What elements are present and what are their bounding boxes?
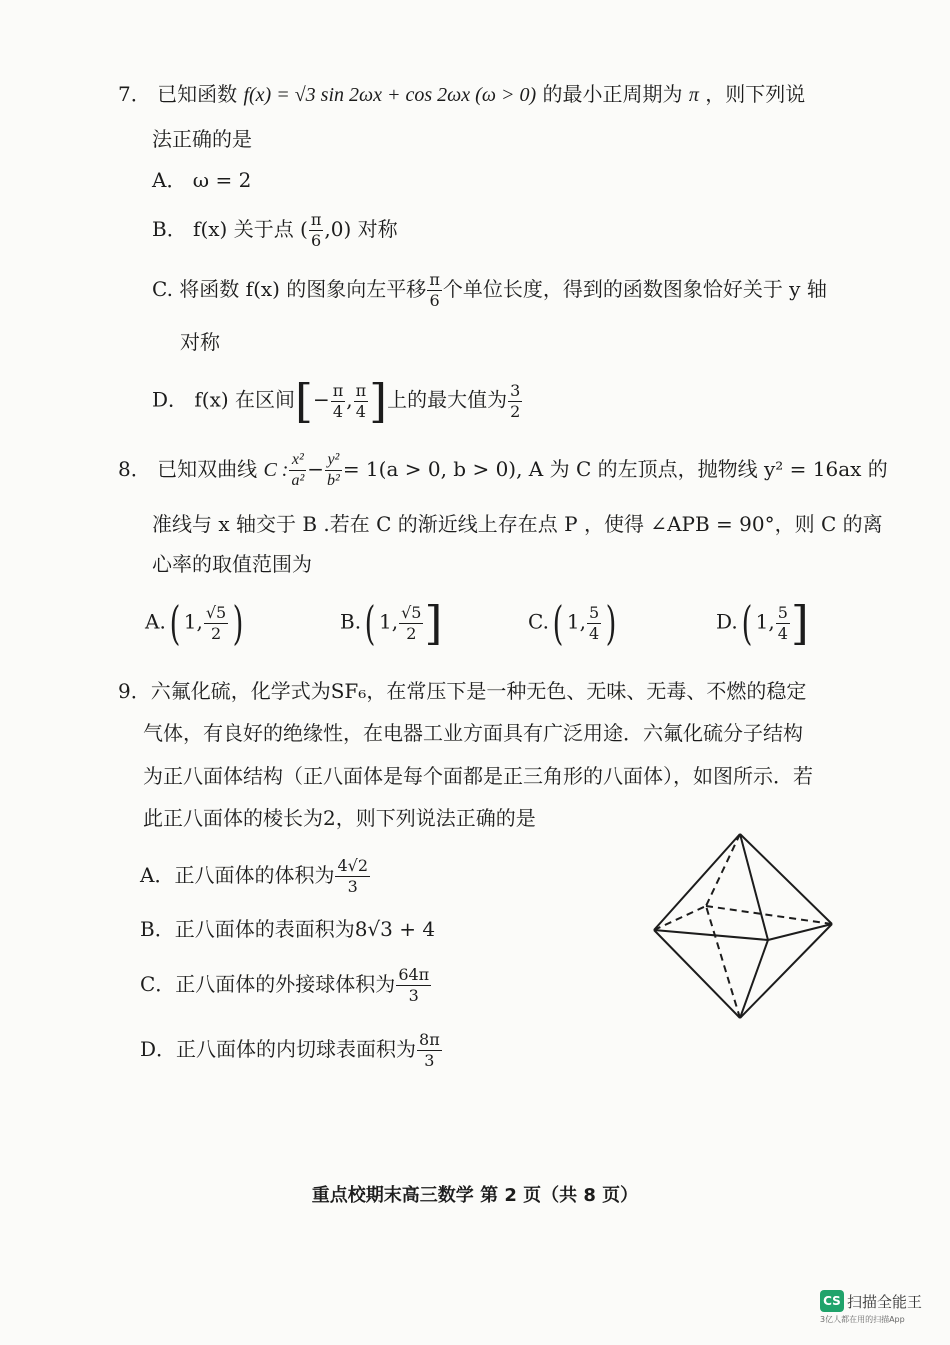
q9-line4: 此正八面体的棱长为2，则下列说法正确的是 <box>143 806 536 830</box>
q8-x-den: a² <box>291 472 305 489</box>
q8-y-num: y² <box>325 452 342 471</box>
q7-line1 <box>118 80 805 109</box>
edge-top-left <box>654 834 740 930</box>
q8-c-opt-label: C. <box>528 609 549 634</box>
paren-right: ) <box>605 596 617 650</box>
q7-c-fraction <box>427 272 442 309</box>
q8-a-num: √5 <box>205 602 227 622</box>
q7-d-lden: 4 <box>332 401 344 421</box>
q8-a-left: 1, <box>183 609 203 634</box>
q8-b-label: B. <box>340 609 362 634</box>
q8-line3: 心率的取值范围为 <box>152 552 312 576</box>
q8-number: 8． <box>118 457 151 481</box>
q8-d-den: 4 <box>777 623 788 643</box>
q7-b-den: 6 <box>311 231 322 250</box>
q9-a-den: 3 <box>347 877 358 896</box>
q7-d-right-fraction <box>354 380 369 421</box>
paren-right: ) <box>232 596 244 650</box>
q8-x-fraction <box>289 452 306 489</box>
q8-option-c <box>528 596 620 650</box>
octahedron-figure <box>640 826 850 1026</box>
q7-number: 7． <box>118 82 151 106</box>
edge-back-right-hidden <box>706 906 832 924</box>
q9-d-text: D．正八面体的内切球表面积为 <box>140 1037 417 1061</box>
q8-option-a <box>145 596 247 650</box>
paren-left: ( <box>552 596 564 650</box>
edge-bottom-left <box>654 930 740 1018</box>
q8-option-b <box>340 596 443 650</box>
q8-c-label: C : <box>263 459 289 481</box>
q7-period: π <box>688 84 699 106</box>
bracket-right: ] <box>369 374 388 428</box>
q8-a-fraction <box>204 602 228 643</box>
q9-option-d <box>140 1032 443 1069</box>
q8-c-den: 4 <box>589 623 600 643</box>
edge-bottom-front <box>740 940 768 1018</box>
q8-b-fraction <box>399 602 423 643</box>
q8-condition: = 1(a > 0, b > 0), A 为 C 的左顶点，抛物线 y² = 16ax 的 <box>342 457 888 481</box>
q7-d-minus: − <box>313 387 330 412</box>
q7-b-post: ,0) 对称 <box>324 217 398 241</box>
q7-function: f(x) = √3 sin 2ωx + cos 2ωx (ω > 0) <box>243 84 537 106</box>
q8-b-den: 2 <box>406 623 417 643</box>
q9-line2: 气体，有良好的绝缘性，在电器工业方面具有广泛用途．六氟化硫分子结构 <box>143 721 803 745</box>
q7-option-a: A． ω = 2 <box>152 168 252 192</box>
q8-y-fraction <box>325 452 342 489</box>
edge-top-right <box>740 834 832 924</box>
bracket-right: ] <box>790 596 809 650</box>
paren-left: ( <box>364 596 376 650</box>
q8-d-fraction <box>776 602 790 643</box>
q8-d-label: D. <box>716 609 738 634</box>
q9-d-num: 8π <box>419 1030 440 1049</box>
q7-stem-b: 的最小正周期为 <box>542 82 683 106</box>
q8-b-left: 1, <box>379 609 399 634</box>
q7-c-text: C. 将函数 f(x) 的图象向左平移 <box>152 277 427 301</box>
q8-stem-a: 已知双曲线 <box>157 457 258 481</box>
q7-b-text: B． f(x) 关于点 ( <box>152 217 308 241</box>
q7-option-c-cont: 对称 <box>180 330 220 354</box>
q8-option-d <box>716 596 809 650</box>
q7-d-vnum: 3 <box>510 380 521 400</box>
q7-c-den: 6 <box>429 291 440 310</box>
edge-left-back-hidden <box>654 906 706 930</box>
q8-line1: 8． 已知双曲线 C : $\frac{\text{x²}}{\text{a²}}$ − $\frac{\text{y²}}{\text{b²}}$ = 1(a > 0, b > 0), A 为 C 的左顶点，抛物线 y² = 16ax 的 <box>118 451 888 489</box>
q7-b-num: π <box>310 210 322 229</box>
q8-c-fraction <box>587 602 601 643</box>
edge-left-front <box>654 930 768 940</box>
q9-c-num: 64π <box>398 965 430 984</box>
bracket-right: ] <box>424 596 443 650</box>
q7-c-post: 个单位长度，得到的函数图象恰好关于 y 轴 <box>442 277 827 301</box>
q9-d-den: 3 <box>424 1051 435 1070</box>
q9-a-num: 4√2 <box>337 856 369 875</box>
q8-c-left: 1, <box>566 609 586 634</box>
q8-d-num: 5 <box>777 602 788 622</box>
q9-option-c <box>140 967 432 1004</box>
edge-top-front <box>740 834 768 940</box>
paren-left: ( <box>169 596 181 650</box>
q7-c-num: π <box>429 270 440 289</box>
page-footer: 重点校期末高三数学 第 2 页（共 8 页） <box>311 1185 639 1206</box>
q7-option-c <box>152 272 827 309</box>
camscanner-logo-icon: CS <box>820 1290 844 1312</box>
edge-front-right <box>768 924 832 940</box>
q7-d-value-fraction <box>508 380 522 421</box>
q8-x-num: x² <box>289 452 306 471</box>
q9-number: 9． <box>118 679 151 703</box>
q7-d-rden: 4 <box>355 401 366 421</box>
q7-d-rnum: π <box>355 380 367 400</box>
q7-stem-a: 已知函数 <box>157 82 238 106</box>
q9-d-fraction <box>417 1032 442 1069</box>
q9-option-b: B．正八面体的表面积为8√3 + 4 <box>140 917 436 941</box>
q8-y-den: b² <box>327 472 340 489</box>
q9-a-text: A．正八面体的体积为 <box>140 863 335 887</box>
watermark-name: 扫描全能王 <box>847 1292 923 1311</box>
q9-line1-text: 六氟化硫，化学式为SF₆，在常压下是一种无色、无味、无毒、不燃的稳定 <box>150 679 807 703</box>
q9-c-den: 3 <box>408 986 419 1005</box>
q8-c-num: 5 <box>589 602 600 622</box>
q9-line3: 为正八面体结构（正八面体是每个面都是正三角形的八面体），如图所示．若 <box>143 764 813 788</box>
q7-d-left-fraction <box>331 380 346 421</box>
q9-line1 <box>118 677 806 705</box>
q7-d-text: D． f(x) 在区间 <box>152 387 296 412</box>
edge-top-back-hidden <box>706 834 740 906</box>
q9-option-a <box>140 858 371 895</box>
watermark-tagline: 3亿人都在用的扫描App <box>820 1315 905 1324</box>
q7-d-vden: 2 <box>510 401 521 421</box>
q7-d-lnum: π <box>332 380 344 400</box>
q7-b-fraction <box>309 212 324 249</box>
q7-option-b <box>152 212 398 249</box>
q8-a-den: 2 <box>210 623 222 643</box>
q9-c-text: C．正八面体的外接球体积为 <box>140 972 396 996</box>
q9-a-fraction <box>335 858 370 895</box>
q7-d-mid: 上的最大值为 <box>387 387 508 412</box>
q9-c-fraction <box>396 967 431 1004</box>
paren-left: ( <box>741 596 753 650</box>
scanner-watermark <box>820 1290 940 1325</box>
bracket-left: [ <box>295 374 313 428</box>
q7-stem-c: ，则下列说 <box>705 82 806 106</box>
q8-line2: 准线与 x 轴交于 B .若在 C 的渐近线上存在点 P ，使得 ∠APB = 90°，则 C 的离 <box>152 512 883 536</box>
q7-option-d: D． f(x) 在区间[− $\frac{\pi}{4}$ , $\frac{\pi}{4}$ ]上的最大值为 $\frac{3}{2}$ <box>152 374 521 428</box>
q8-a-label: A. <box>145 609 166 634</box>
q8-b-num: √5 <box>401 602 422 622</box>
q8-d-left: 1, <box>755 609 775 634</box>
q7-line2: 法正确的是 <box>152 127 252 151</box>
